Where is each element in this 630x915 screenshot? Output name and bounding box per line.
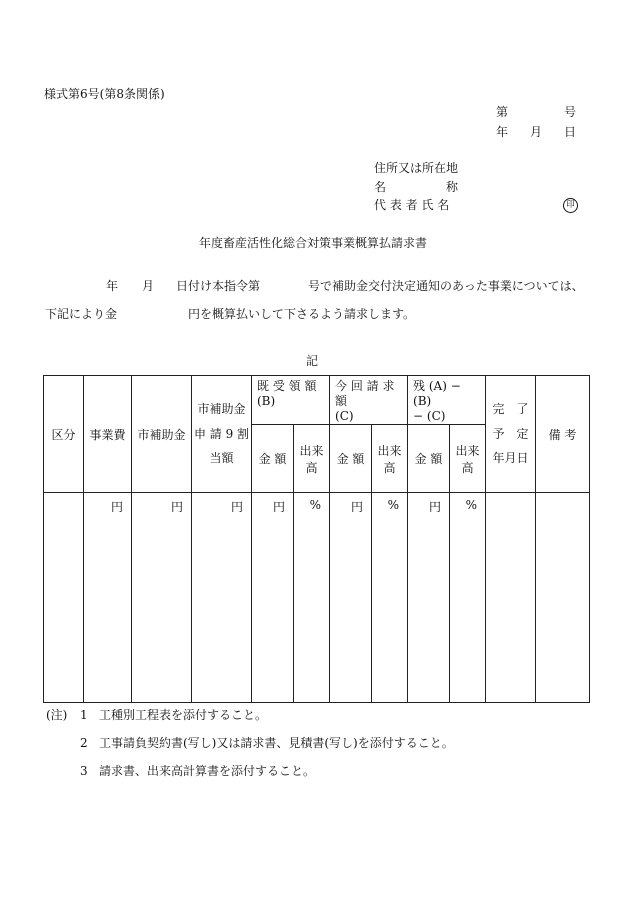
cell-kiju-rate: % bbox=[294, 493, 330, 703]
header-konkai-line1: 今 回 請 求 額 bbox=[335, 379, 395, 408]
name-label bbox=[374, 181, 458, 193]
header-konkai-dekidaka-line1: 出来 bbox=[377, 443, 402, 458]
body-line1-part1: 日付け本指令第 bbox=[176, 279, 261, 293]
body-line2-part1: 下記により金 bbox=[45, 307, 118, 321]
header-kiju-line1: 既 受 領 額 bbox=[257, 379, 317, 393]
date-day: 日 bbox=[563, 125, 576, 139]
claim-table bbox=[43, 375, 590, 703]
header-zan-line2: − (C) bbox=[413, 409, 446, 423]
body-line2-part2: 円を概算払いして下さるよう請求します。 bbox=[188, 307, 416, 321]
name-label-part1: 名 bbox=[374, 180, 387, 194]
header-kiju bbox=[252, 376, 330, 425]
header-konkai-dekidaka-line2: 高 bbox=[383, 460, 396, 475]
header-kiju-line2: (B) bbox=[257, 394, 276, 408]
document-title: 年度畜産活性化総合対策事業概算払請求書 bbox=[199, 236, 428, 250]
cell-jigyouhi: 円 bbox=[84, 493, 132, 703]
form-label: 様式第6号(第8条関係) bbox=[44, 87, 165, 101]
header-kiju-dekidaka-line2: 高 bbox=[305, 460, 318, 475]
header-zan bbox=[408, 376, 486, 425]
note-2-number: 2 bbox=[80, 736, 88, 750]
header-shinsei bbox=[192, 376, 252, 493]
cell-konkai-amount: 円 bbox=[330, 493, 372, 703]
cell-zan-amount: 円 bbox=[408, 493, 450, 703]
table-row bbox=[44, 493, 590, 703]
header-zan-dekidaka-line1: 出来 bbox=[455, 443, 480, 458]
header-kanryo bbox=[486, 376, 536, 493]
header-biko: 備 考 bbox=[536, 376, 590, 493]
header-shinsei-line2: 申 請 9 割 bbox=[193, 426, 250, 441]
header-kiju-kingaku: 金 額 bbox=[252, 425, 294, 493]
header-kanryo-line3: 年月日 bbox=[492, 451, 529, 466]
representative-label: 代 表 者 氏 名 bbox=[374, 198, 450, 212]
header-kiju-dekidaka-line1: 出来 bbox=[299, 443, 324, 458]
header-konkai-kingaku: 金 額 bbox=[330, 425, 372, 493]
header-zan-kingaku: 金 額 bbox=[408, 425, 450, 493]
header-shihojokin: 市補助金 bbox=[132, 376, 192, 493]
body-year: 年 bbox=[106, 279, 119, 293]
header-kanryo-line1: 完 了 bbox=[492, 402, 529, 417]
cell-shinsei: 円 bbox=[192, 493, 252, 703]
header-shinsei-line1: 市補助金 bbox=[197, 402, 246, 417]
cell-kubun bbox=[44, 493, 84, 703]
cell-biko bbox=[536, 493, 590, 703]
header-jigyouhi: 事業費 bbox=[84, 376, 132, 493]
address-label: 住所又は所在地 bbox=[374, 161, 459, 175]
document-number-line bbox=[496, 106, 576, 118]
body-month: 月 bbox=[142, 279, 155, 293]
cell-zan-rate: % bbox=[450, 493, 486, 703]
cell-konkai-rate: % bbox=[372, 493, 408, 703]
number-prefix: 第 bbox=[496, 105, 509, 119]
header-kubun: 区分 bbox=[44, 376, 84, 493]
header-konkai bbox=[330, 376, 408, 425]
header-zan-line1: 残 (A) − (B) bbox=[413, 379, 461, 408]
cell-kanryo bbox=[486, 493, 536, 703]
seal-mark: 印 bbox=[563, 198, 578, 213]
notes-label: (注) bbox=[46, 708, 68, 722]
date-year: 年 bbox=[496, 125, 509, 139]
header-kiju-dekidaka bbox=[294, 425, 330, 493]
header-zan-dekidaka-line2: 高 bbox=[461, 460, 474, 475]
note-2-text: 工事請負契約書(写し)又は請求書、見積書(写し)を添付すること。 bbox=[99, 736, 454, 750]
header-zan-dekidaka bbox=[450, 425, 486, 493]
header-kanryo-line2: 予 定 bbox=[492, 426, 529, 441]
note-1-number: 1 bbox=[80, 708, 88, 722]
ki-label: 記 bbox=[306, 354, 319, 368]
date-month: 月 bbox=[529, 125, 542, 139]
cell-shihojokin: 円 bbox=[132, 493, 192, 703]
document-date-line bbox=[496, 126, 576, 138]
name-label-part2: 称 bbox=[445, 180, 458, 194]
header-konkai-dekidaka bbox=[372, 425, 408, 493]
header-shinsei-line3: 当額 bbox=[209, 451, 234, 466]
note-1-text: 工種別工程表を添付すること。 bbox=[99, 708, 268, 722]
body-line1-part2: 号で補助金交付決定通知のあった事業については、 bbox=[308, 279, 584, 293]
note-3-text: 請求書、出来高計算書を添付すること。 bbox=[99, 764, 316, 778]
header-konkai-line2: (C) bbox=[335, 409, 354, 423]
number-suffix: 号 bbox=[563, 105, 576, 119]
note-3-number: 3 bbox=[80, 764, 88, 778]
cell-kiju-amount: 円 bbox=[252, 493, 294, 703]
